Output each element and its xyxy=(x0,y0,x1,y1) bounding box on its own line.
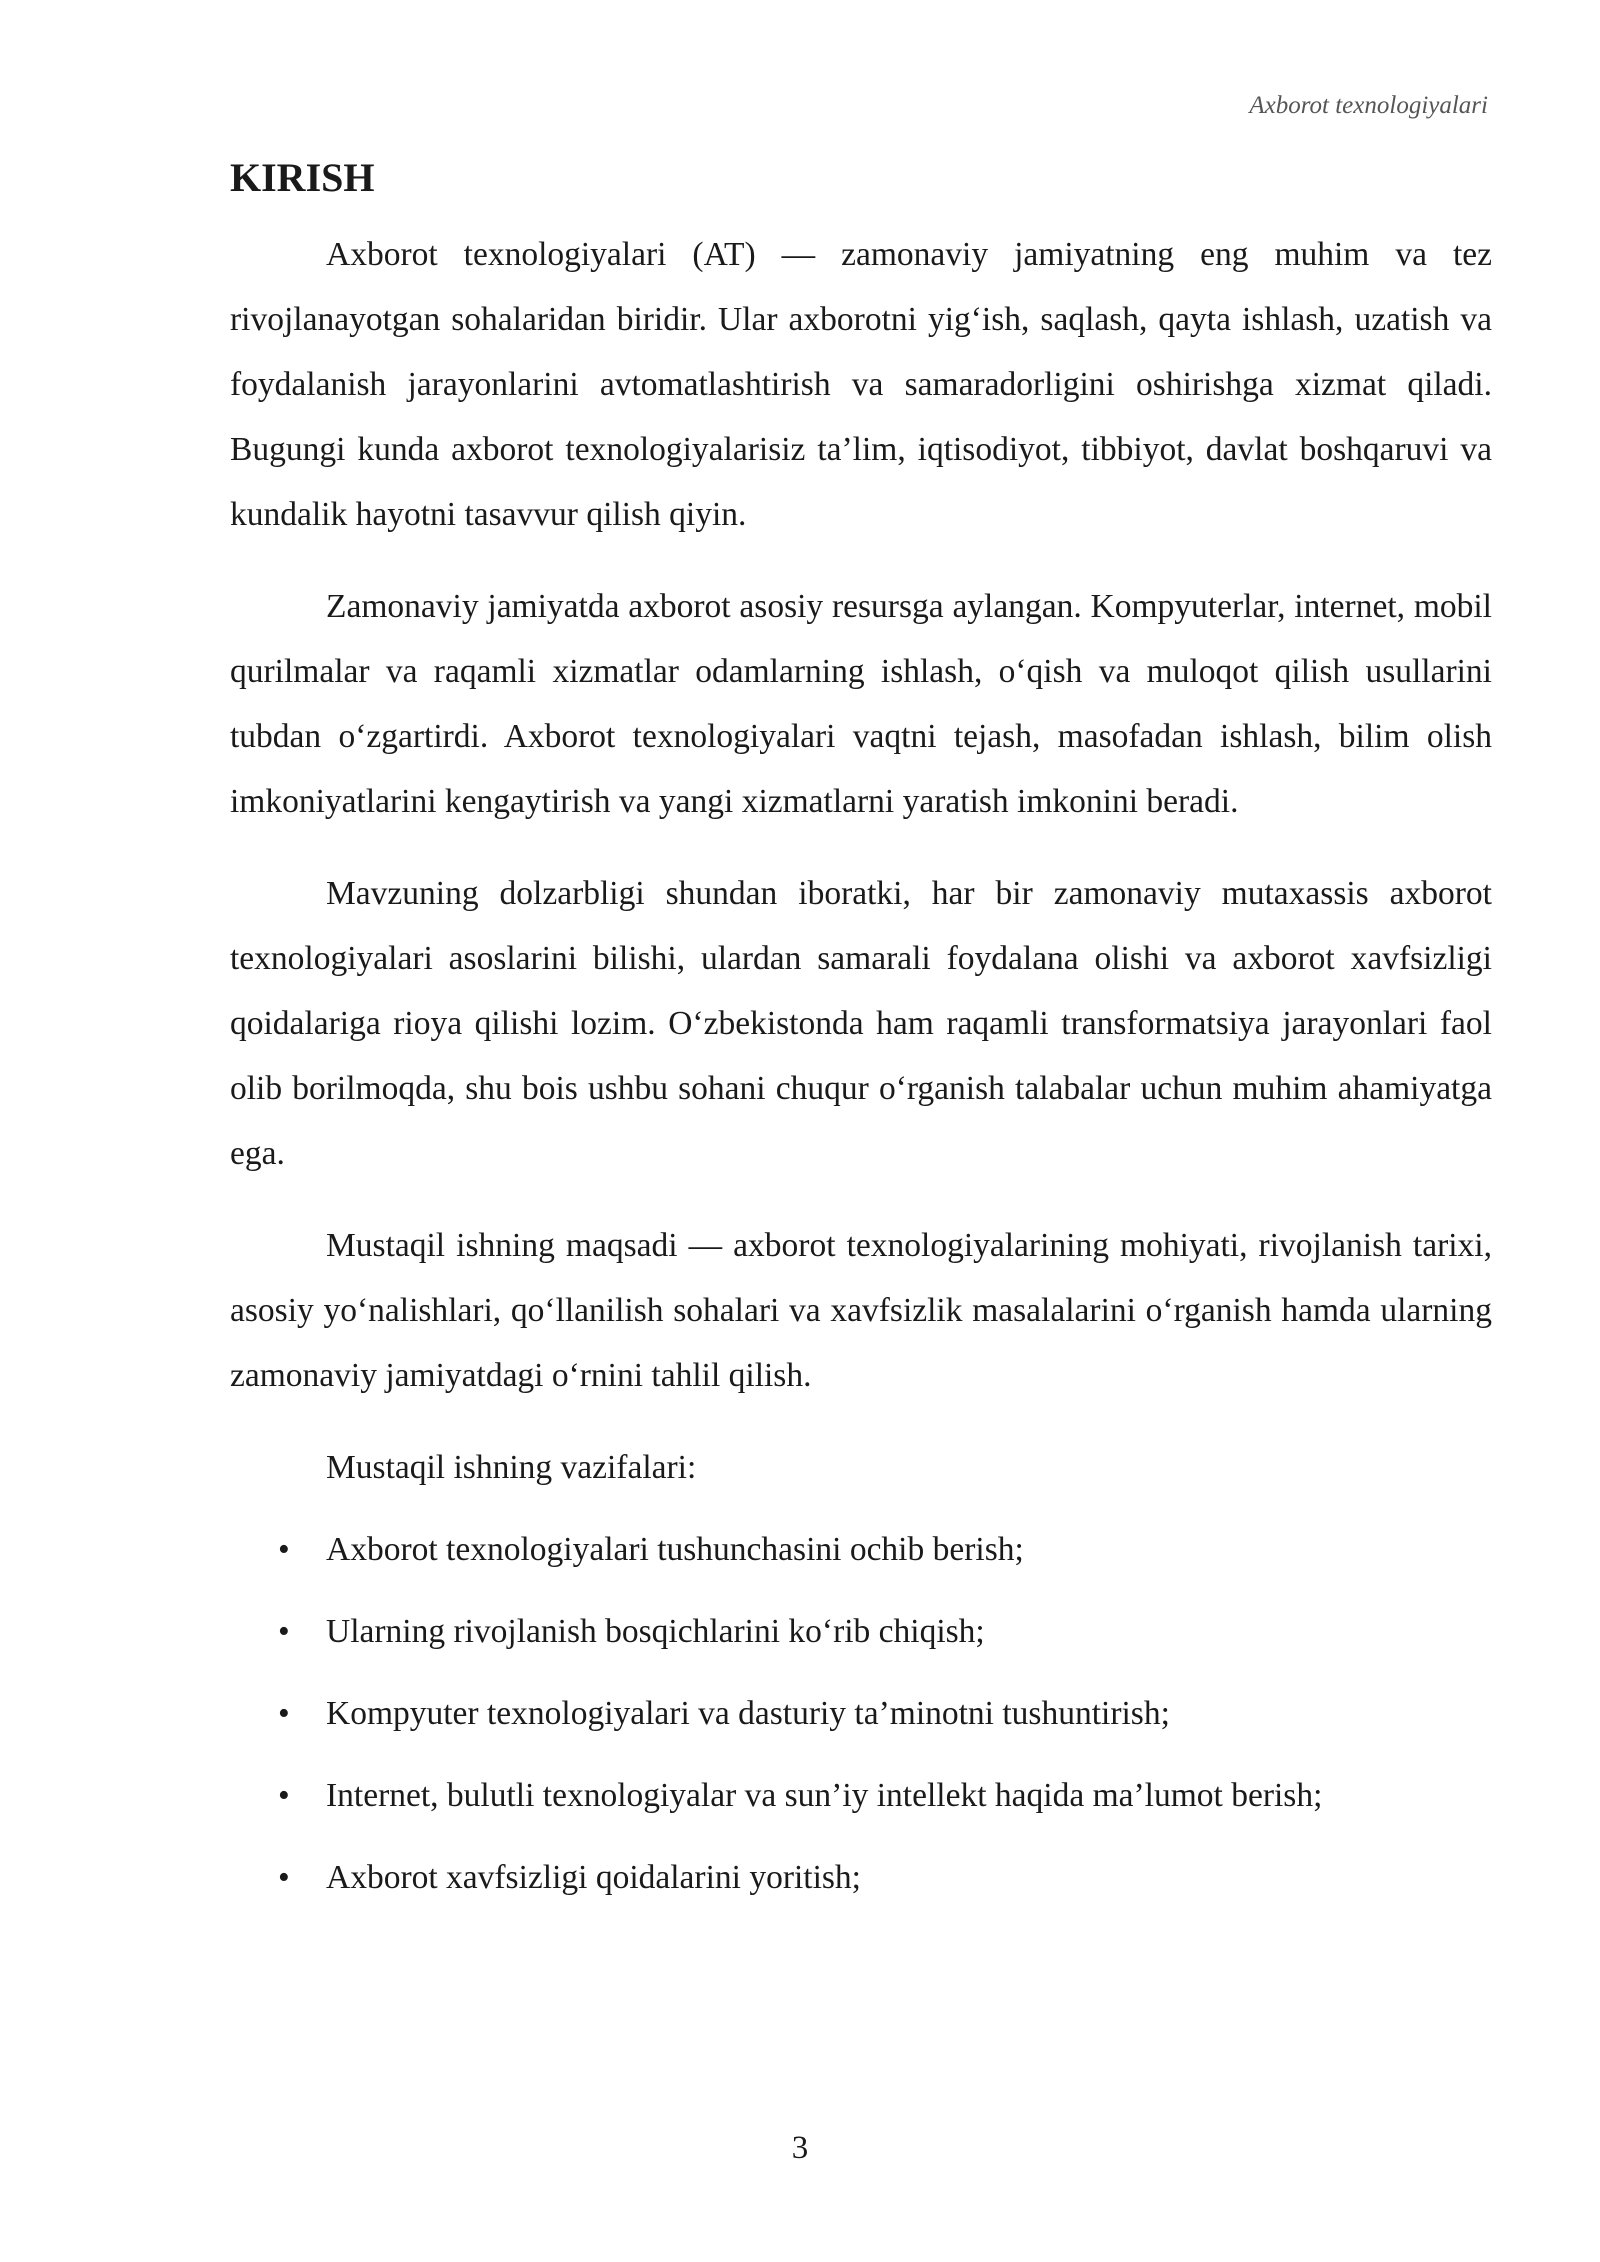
bullet-icon: • xyxy=(278,1531,290,1568)
list-item xyxy=(230,1599,1492,1664)
paragraph-goal: Mustaqil ishning maqsadi — axborot texnologiyalarining mohiyati, rivojlanish tarixi, asosiy yo‘nalishlari, qo‘llanilish sohalari va xavfsizlik masalalarini o‘rganish hamda ularning zamonaviy jamiyatdagi o‘rnini tahlil qilish. xyxy=(230,1227,1492,1394)
bullet-icon: • xyxy=(278,1777,290,1814)
list-item xyxy=(230,1681,1492,1746)
paragraph-intro: Axborot texnologiyalari (AT) — zamonaviy jamiyatning eng muhim va tez rivojlanayotgan sohalaridan biridir. Ular axborotni yig‘ish, saqlash, qayta ishlash, uzatish va foydalanish jarayonlarini avtomatlashtirish va samaradorligini oshirishga xizmat qiladi. Bugungi kunda axborot texnologiyalarisiz ta’lim, iqtisodiyot, tibbiyot, davlat boshqaruvi va kundalik hayotni tasavvur qilish qiyin. xyxy=(230,236,1492,533)
paragraph-relevance: Mavzuning dolzarbligi shundan iboratki, har bir zamonaviy mutaxassis axborot texnologiyalari asoslarini bilishi, ulardan samarali foydalana olishi va axborot xavfsizligi qoidalariga rioya qilishi lozim. O‘zbekistonda ham raqamli transformatsiya jarayonlari faol olib borilmoqda, shu bois ushbu sohani chuqur o‘rganish talabalar uchun muhim ahamiyatga ega. xyxy=(230,875,1492,1172)
paragraph-modern-society: Zamonaviy jamiyatda axborot asosiy resursga aylangan. Kompyuterlar, internet, mobil qurilmalar va raqamli xizmatlar odamlarning ishlash, o‘qish va muloqot qilish usullarini tubdan o‘zgartirdi. Axborot texnologiyalari vaqtni tejash, masofadan ishlash, bilim olish imkoniyatlarini kengaytirish va yangi xizmatlarni yaratish imkonini beradi. xyxy=(230,588,1492,820)
list-item-text: Axborot xavfsizligi qoidalarini yoritish; xyxy=(326,1859,861,1896)
bullet-icon: • xyxy=(278,1695,290,1732)
tasks-list xyxy=(230,1517,1492,1910)
list-item-text: Internet, bulutli texnologiyalar va sun’iy intellekt haqida ma’lumot berish; xyxy=(326,1777,1323,1814)
bullet-icon: • xyxy=(278,1613,290,1650)
list-item xyxy=(230,1845,1492,1910)
list-item-text: Ularning rivojlanish bosqichlarini ko‘rib chiqish; xyxy=(326,1613,985,1650)
bullet-icon: • xyxy=(278,1859,290,1896)
list-item xyxy=(230,1763,1492,1828)
page-body xyxy=(230,152,1492,1927)
section-title: KIRISH xyxy=(230,155,375,200)
running-header: Axborot texnologiyalari xyxy=(1249,92,1488,119)
tasks-heading: Mustaqil ishning vazifalari: xyxy=(326,1449,697,1486)
page-number: 3 xyxy=(791,2130,809,2166)
list-item-text: Kompyuter texnologiyalari va dasturiy ta’minotni tushuntirish; xyxy=(326,1695,1170,1732)
list-item xyxy=(230,1517,1492,1582)
list-item-text: Axborot texnologiyalari tushunchasini ochib berish; xyxy=(326,1531,1024,1568)
